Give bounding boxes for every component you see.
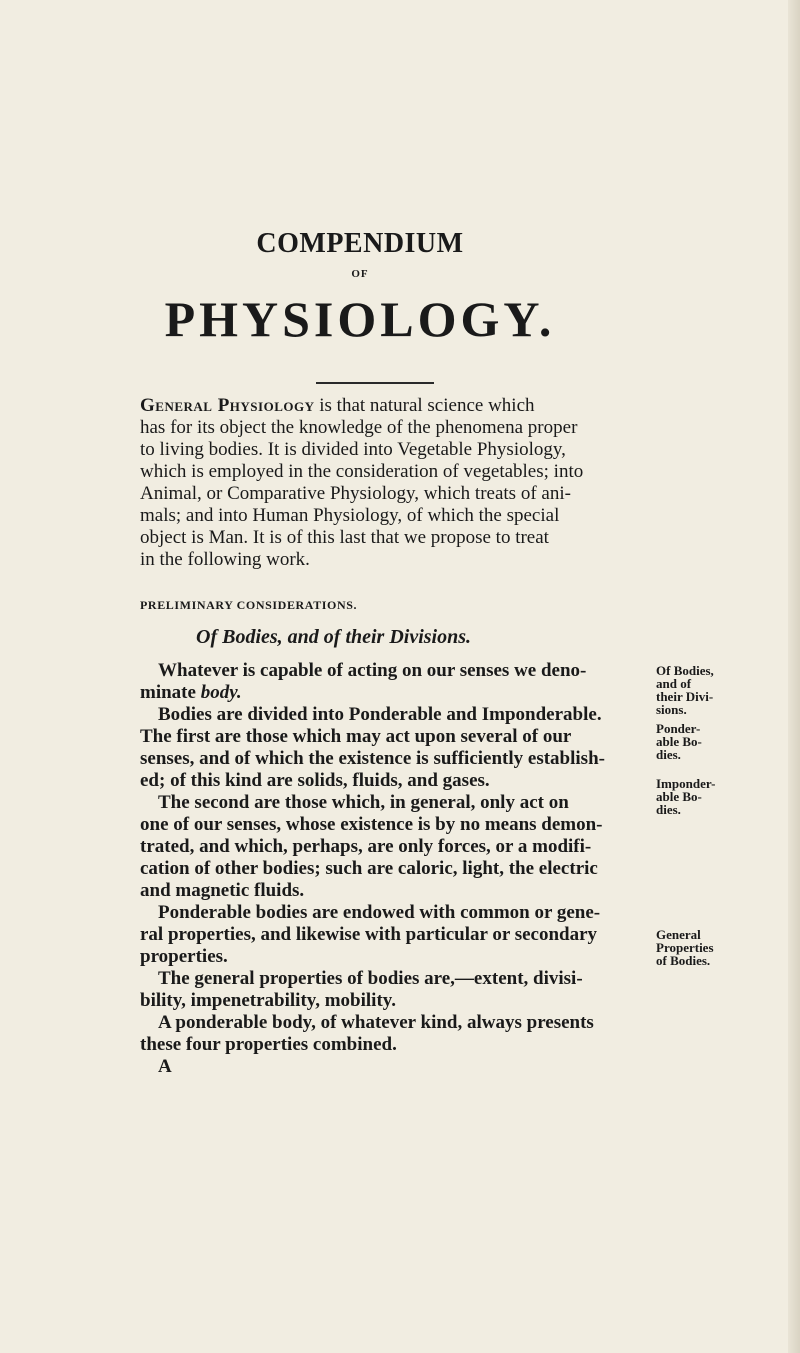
text-line: ral properties, and likewise with particular or secondary: [140, 924, 598, 945]
intro-line-5: Animal, or Comparative Physiology, which treats of ani-: [140, 483, 571, 504]
intro-line-1-text: is that natural science which: [314, 395, 535, 416]
intro-paragraph: [140, 395, 650, 571]
intro-lead: General Physiology: [140, 395, 315, 416]
heading-bodies-divisions: Of Bodies, and of their Divisions.: [196, 626, 472, 648]
margin-line: their Divi-: [656, 689, 714, 704]
page-edge: [788, 0, 800, 1353]
text-line: Bodies are divided into Ponderable and Imponderable.: [158, 704, 602, 725]
intro-line-1: [140, 395, 650, 417]
margin-line: able Bo-: [656, 734, 702, 749]
intro-line-8: in the following work.: [140, 549, 310, 570]
intro-line-2: has for its object the knowledge of the phenomena proper: [140, 417, 578, 438]
text-fragment: minate: [140, 682, 201, 703]
text-line: these four properties combined.: [140, 1034, 397, 1055]
margin-note-general: [656, 928, 752, 967]
margin-line: and of: [656, 676, 692, 691]
text-line: The first are those which may act upon several of our: [140, 726, 572, 747]
intro-line-7: object is Man. It is of this last that we propose to treat: [140, 527, 549, 548]
heading-preliminary: PRELIMINARY CONSIDERATIONS.: [140, 598, 358, 612]
text-line: Ponderable bodies are endowed with common or gene-: [158, 902, 601, 923]
text-line: The general properties of bodies are,—extent, divisi-: [158, 968, 583, 989]
margin-line: Imponder-: [656, 776, 716, 791]
text-line: trated, and which, perhaps, are only forces, or a modifi-: [140, 836, 592, 857]
margin-line: dies.: [656, 747, 681, 762]
margin-note-bodies: [656, 664, 752, 716]
text-line: senses, and of which the existence is sufficiently establish-: [140, 748, 605, 769]
text-line: one of our senses, whose existence is by no means demon-: [140, 814, 603, 835]
margin-line: General: [656, 927, 701, 942]
italic-body-term: body.: [200, 682, 242, 703]
text-line: bility, impenetrability, mobility.: [140, 990, 396, 1011]
margin-line: Properties: [656, 940, 714, 955]
margin-line: Ponder-: [656, 721, 701, 736]
text-line: ed; of this kind are solids, fluids, and gases.: [140, 770, 490, 791]
text-line: Whatever is capable of acting on our senses we deno-: [158, 660, 587, 681]
text-line: properties.: [140, 946, 228, 967]
text-line: A ponderable body, of whatever kind, always presents: [158, 1012, 594, 1033]
margin-line: sions.: [656, 702, 687, 717]
main-text: [140, 660, 650, 1078]
margin-line: able Bo-: [656, 789, 702, 804]
margin-line: Of Bodies,: [656, 663, 714, 678]
intro-line-6: mals; and into Human Physiology, of which the special: [140, 505, 560, 526]
text-line: The second are those which, in general, only act on: [158, 792, 569, 813]
title-physiology: PHYSIOLOGY.: [164, 291, 556, 347]
title-of: OF: [351, 268, 369, 280]
intro-line-3: to living bodies. It is divided into Vegetable Physiology,: [140, 439, 566, 460]
catchword: A: [158, 1056, 172, 1077]
title-compendium: COMPENDIUM: [256, 228, 464, 259]
text-line: [140, 682, 650, 704]
title-rule: [316, 382, 434, 384]
margin-note-imponderable: [656, 777, 752, 816]
margin-line: of Bodies.: [656, 953, 711, 968]
text-line: cation of other bodies; such are caloric, light, the electric: [140, 858, 598, 879]
margin-note-ponderable: [656, 722, 752, 761]
text-line: and magnetic fluids.: [140, 880, 305, 901]
intro-line-4: which is employed in the consideration of vegetables; into: [140, 461, 584, 482]
margin-line: dies.: [656, 802, 681, 817]
